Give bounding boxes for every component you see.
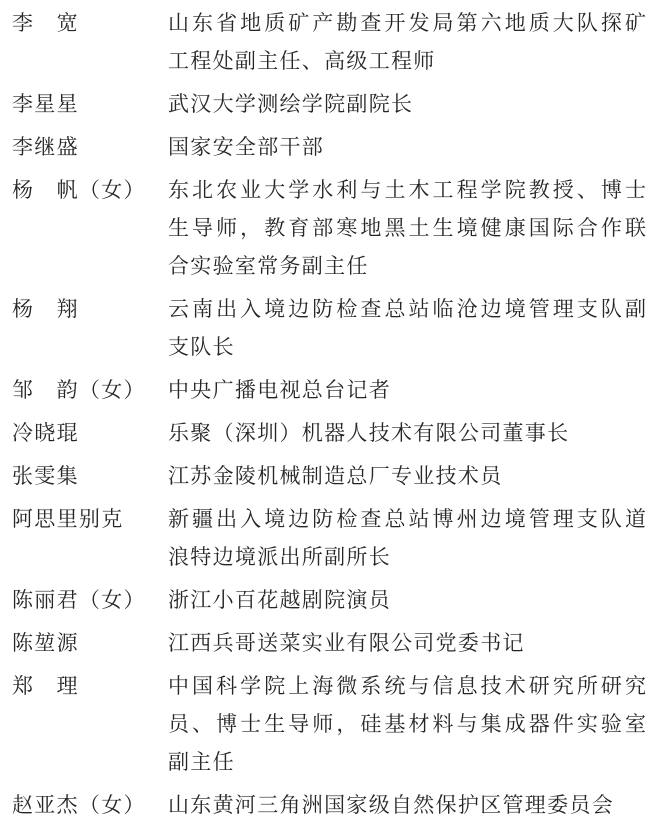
list-item xyxy=(12,171,648,285)
awardee-name: 冷晓琨 xyxy=(12,421,79,445)
awardee-title xyxy=(168,4,648,80)
list-item xyxy=(12,85,648,123)
awardee-title-line: 浪特边境派出所副所长 xyxy=(168,545,391,569)
list-item xyxy=(12,128,648,166)
awardee-name: 杨 帆（女） xyxy=(12,178,146,202)
awardee-title xyxy=(168,414,648,452)
list-item xyxy=(12,581,648,619)
awardee-name: 陈丽君（女） xyxy=(12,588,146,612)
awardee-name: 阿思里别克 xyxy=(12,507,124,531)
awardee-name: 李 宽 xyxy=(12,11,79,35)
awardee-title xyxy=(168,371,648,409)
awardee-name: 赵亚杰（女） xyxy=(12,793,146,817)
awardee-title-line: 江苏金陵机械制造总厂专业技术员 xyxy=(168,464,503,488)
list-item xyxy=(12,290,648,366)
awardee-title-line: 山东省地质矿产勘查开发局第六地质大队探矿 xyxy=(168,11,649,35)
awardee-title xyxy=(168,624,648,662)
awardee-title-line: 东北农业大学水利与土木工程学院教授、博士 xyxy=(168,178,649,202)
awardee-name: 李星星 xyxy=(12,92,79,116)
list-item xyxy=(12,667,648,781)
awardee-title xyxy=(168,128,648,166)
awardee-title xyxy=(168,457,648,495)
awardee-title xyxy=(168,85,648,123)
awardee-title xyxy=(168,171,648,285)
awardee-title xyxy=(168,290,648,366)
awardee-title-line: 工程处副主任、高级工程师 xyxy=(168,49,436,73)
awardee-name: 邹 韵（女） xyxy=(12,378,146,402)
awardee-title-line: 江西兵哥送菜实业有限公司党委书记 xyxy=(168,631,525,655)
list-item xyxy=(12,457,648,495)
awardee-title-line: 浙江小百花越剧院演员 xyxy=(168,588,391,612)
awardee-title-line: 云南出入境边防检查总站临沧边境管理支队副 xyxy=(168,297,649,321)
awardee-title-line: 员、博士生导师，硅基材料与集成器件实验室 xyxy=(168,712,649,736)
awardee-title xyxy=(168,500,648,576)
awardee-title-line: 新疆出入境边防检查总站博州边境管理支队道 xyxy=(168,507,649,531)
list-item xyxy=(12,371,648,409)
list-item xyxy=(12,500,648,576)
awardee-title-line: 合实验室常务副主任 xyxy=(168,254,369,278)
awardee-title-line: 国家安全部干部 xyxy=(168,135,325,159)
awardee-title xyxy=(168,581,648,619)
awardee-title xyxy=(168,667,648,781)
awardee-title-line: 生导师，教育部寒地黑土生境健康国际合作联 xyxy=(168,216,649,240)
awardee-title-line: 支队长 xyxy=(168,335,235,359)
awardee-name: 张雯集 xyxy=(12,464,79,488)
awardee-title-line: 武汉大学测绘学院副院长 xyxy=(168,92,414,116)
awardee-title xyxy=(168,786,648,824)
awardee-name: 陈堃源 xyxy=(12,631,79,655)
awardee-title-line: 乐聚（深圳）机器人技术有限公司董事长 xyxy=(168,421,570,445)
list-item xyxy=(12,414,648,452)
awardee-title-line: 山东黄河三角洲国家级自然保护区管理委员会 xyxy=(168,793,614,817)
awardee-title-line: 副主任 xyxy=(168,750,235,774)
awardee-name: 李继盛 xyxy=(12,135,79,159)
awardee-title-line: 中国科学院上海微系统与信息技术研究所研究 xyxy=(168,674,649,698)
list-item xyxy=(12,624,648,662)
list-item xyxy=(12,786,648,824)
awardee-title-line: 中央广播电视总台记者 xyxy=(168,378,391,402)
awardee-name: 郑 理 xyxy=(12,674,79,698)
list-item xyxy=(12,4,648,80)
awardee-name: 杨 翔 xyxy=(12,297,79,321)
